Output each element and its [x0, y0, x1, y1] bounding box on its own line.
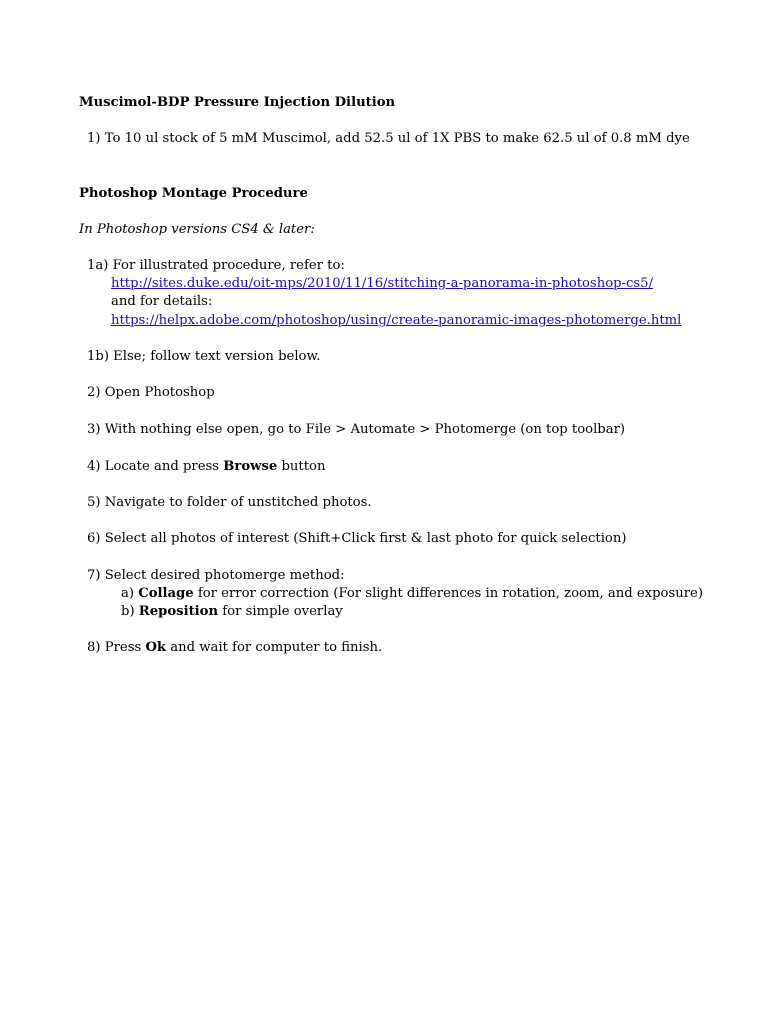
- step-7b-text-pre: b): [121, 604, 139, 619]
- details-label: and for details:: [111, 294, 213, 309]
- section-title-photoshop: Photoshop Montage Procedure: [79, 186, 308, 201]
- step-2: 2) Open Photoshop: [87, 385, 215, 400]
- step-4-text-pre: 4) Locate and press: [87, 459, 224, 474]
- step-7a-text-post: for error correction (For slight differences in rotation, zoom, and exposure): [193, 586, 703, 601]
- link-duke-panorama[interactable]: [111, 275, 653, 293]
- step-1b: 1b) Else; follow text version below.: [87, 349, 321, 364]
- section-title-muscimol: Muscimol-BDP Pressure Injection Dilution: [79, 95, 396, 110]
- step-7a-collage: Collage: [138, 586, 194, 601]
- step-4-text-post: button: [277, 459, 326, 474]
- step-7a: [121, 585, 703, 603]
- step-1a: 1a) For illustrated procedure, refer to:: [87, 258, 345, 273]
- step-8-text-post: and wait for computer to finish.: [166, 640, 383, 655]
- step-4-browse: Browse: [223, 459, 278, 474]
- dilution-step-1: 1) To 10 ul stock of 5 mM Muscimol, add 52.5 ul of 1X PBS to make 62.5 ul of 0.8 mM dye: [87, 131, 690, 146]
- link-duke-panorama-text[interactable]: http://sites.duke.edu/oit-mps/2010/11/16/stitching-a-panorama-in-photoshop-cs5/: [111, 276, 654, 291]
- step-8-text-pre: 8) Press: [87, 640, 146, 655]
- step-8: [87, 639, 382, 657]
- section-subtitle: In Photoshop versions CS4 & later:: [79, 222, 315, 237]
- step-4: [87, 458, 325, 476]
- step-7a-text-pre: a): [121, 586, 139, 601]
- step-7: 7) Select desired photomerge method:: [87, 568, 345, 583]
- step-8-ok: Ok: [145, 640, 167, 655]
- step-7b-text-post: for simple overlay: [218, 604, 343, 619]
- link-adobe-photomerge[interactable]: [111, 312, 681, 330]
- step-7b: [121, 603, 343, 621]
- step-5: 5) Navigate to folder of unstitched photos.: [87, 495, 372, 510]
- link-adobe-photomerge-text[interactable]: https://helpx.adobe.com/photoshop/using/create-panoramic-images-photomerge.html: [111, 313, 682, 328]
- step-7b-reposition: Reposition: [138, 604, 219, 619]
- step-6: 6) Select all photos of interest (Shift+Click first & last photo for quick selection): [87, 531, 627, 546]
- step-3: 3) With nothing else open, go to File > Automate > Photomerge (on top toolbar): [87, 422, 626, 437]
